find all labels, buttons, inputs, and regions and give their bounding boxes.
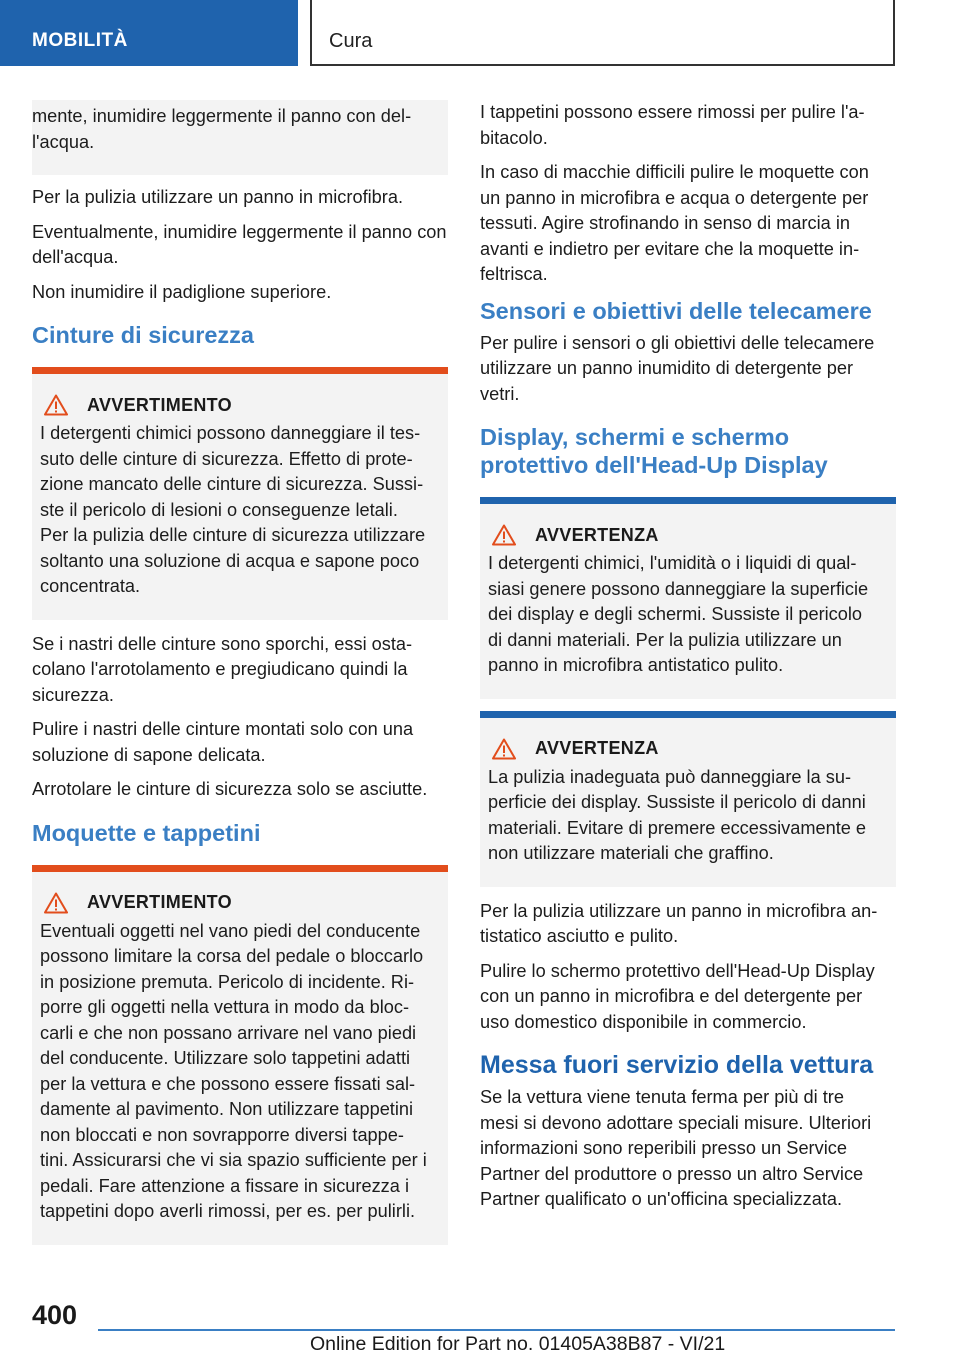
warning-triangle-icon [44, 394, 68, 416]
notice-header [488, 524, 886, 546]
notice-title: AVVERTENZA [535, 738, 659, 758]
paragraph: Arrotolare le cinture di sicurezza solo se asciutte. [32, 779, 428, 799]
footer-edition: Online Edition for Part no. 01405A38B87 - VI/21 [310, 1333, 726, 1355]
right-column [480, 100, 896, 1222]
heading-seat-belts: Cinture di sicurezza [32, 322, 254, 348]
notice-header [488, 738, 886, 760]
heading-carpets: Moquette e tappetini [32, 819, 261, 846]
paragraph: Per pulire i sensori o gli obiettivi delle telecamere utilizzare un panno inumidito di detergente per vetri. [480, 332, 875, 404]
left-column [32, 100, 448, 1257]
warning-title: AVVERTIMENTO [87, 394, 232, 415]
section-tab-label: MOBILITÀ [32, 30, 128, 51]
section-tab [0, 0, 298, 66]
warning-triangle-icon [492, 524, 516, 546]
page-number: 400 [32, 1300, 78, 1330]
warning-box [32, 367, 448, 620]
warning-title: AVVERTIMENTO [87, 892, 232, 912]
notice-title: AVVERTENZA [535, 524, 659, 545]
paragraph: Pulire lo schermo protettivo dell'Head-Up Display con un panno in microfibra e del detergente per uso domestico disponibile in commercio. [480, 960, 875, 1032]
warning-header [40, 892, 438, 914]
warning-body: I detergenti chimici possono danneggiare il tes- suto delle cinture di sicurezza. Effetto di prote- zione mancato delle cinture di sicurezza. Sussi- ste il pericolo di lesioni o conseguenze letali. Per la pulizia delle cinture di sicurezza utilizzare soltanto una soluzione di acqua e sapone poco concentrata. [40, 423, 426, 596]
warning-triangle-icon [44, 892, 68, 914]
warning-box [32, 865, 448, 1245]
continued-note-text: mente, inumidire leggermente il panno con del- l'acqua. [32, 106, 412, 152]
chapter-tab-label: Cura [329, 30, 373, 52]
heading-display: Display, schermi e schermo protettivo dell'Head-Up Display [480, 424, 828, 478]
paragraph: I tappetini possono essere rimossi per pulire l'a- bitacolo. [480, 102, 865, 148]
paragraph: Non inumidire il padiglione superiore. [32, 281, 332, 302]
warning-body: Eventuali oggetti nel vano piedi del conducente possono limitare la corsa del pedale o bloccarlo in posizione premuta. Pericolo di incidente. Ri- porre gli oggetti nella vettura in modo da bloc- carli e che non possano arrivare nel vano piedi del conducente. Utilizzare solo tappetini adatti per la vettura e che possono essere fissati sal- damente al pavimento. Non utilizzare tappetini non bloccati e non sovrapporre diversi tappe- tini. Assicurarsi che vi sia spazio sufficiente per i pedali. Fare attenzione a fissare in sicurezza i tappetini dopo averli rimossi, per es. per pulirli. [40, 920, 427, 1221]
paragraph: Eventualmente, inumidire leggermente il panno con dell'acqua. [32, 221, 447, 267]
heading-sensors: Sensori e obiettivi delle telecamere [480, 297, 872, 324]
chapter-tab [310, 0, 895, 66]
paragraph: Se la vettura viene tenuta ferma per più di tre mesi si devono adottare speciali misure. Ulteriori informazioni sono reperibili presso un Service Partner del produttore o presso un altro Service Partner qualificato o un'officina specializzata. [480, 1087, 872, 1209]
warning-triangle-icon [492, 738, 516, 760]
paragraph: Se i nastri delle cinture sono sporchi, essi osta- colano l'arrotolamento e pregiudicano quindi la sicurezza. [32, 633, 413, 705]
paragraph: Pulire i nastri delle cinture montati solo con una soluzione di sapone delicata. [32, 719, 414, 765]
warning-header [40, 394, 438, 416]
paragraph: In caso di macchie difficili pulire le moquette con un panno in microfibra e acqua o detergente per tessuti. Agire strofinando in senso di marcia in avanti e indietro per evitare che la moquette in- feltrisca. [480, 162, 869, 284]
paragraph: Per la pulizia utilizzare un panno in microfibra an- tistatico asciutto e pulito. [480, 900, 878, 946]
notice-body: I detergenti chimici, l'umidità o i liquidi di qual- siasi genere possono danneggiare la superficie dei display e degli schermi. Sussiste il pericolo di danni materiali. Per la pulizia utilizzare un panno in microfibra antistatico pulito. [488, 553, 869, 675]
notice-body: La pulizia inadeguata può danneggiare la su- perficie dei display. Sussiste il pericolo di danni materiali. Evitare di premere eccessivamente e non utilizzare materiali che graffino. [488, 766, 867, 863]
paragraph: Per la pulizia utilizzare un panno in microfibra. [32, 187, 404, 207]
notice-box [480, 711, 896, 887]
heading-vehicle-storage: Messa fuori servizio della vettura [480, 1051, 874, 1079]
footer-divider [98, 1329, 895, 1331]
notice-box [480, 497, 896, 699]
continued-note-box [32, 100, 448, 175]
